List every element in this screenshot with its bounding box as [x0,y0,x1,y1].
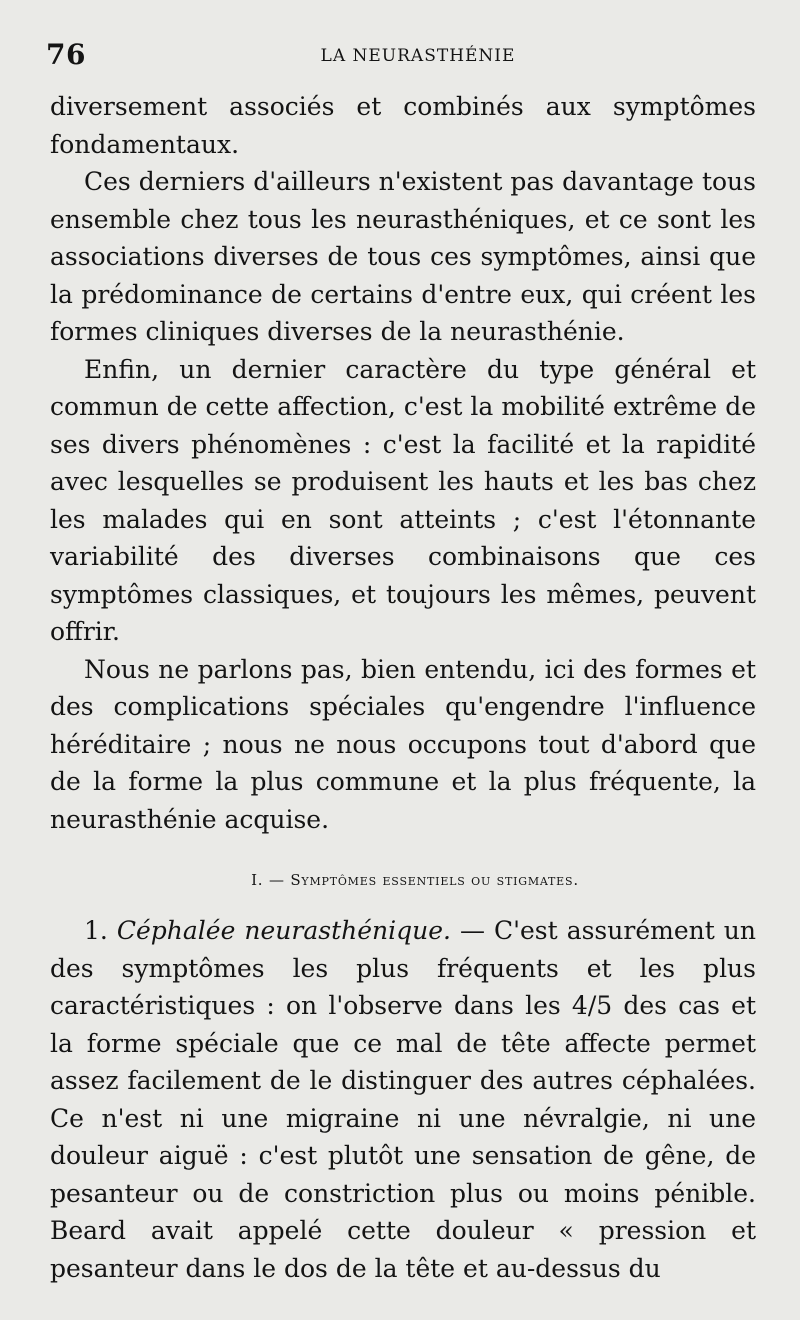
subsection-title: Céphalée neurasthénique. [116,916,451,945]
paragraph: Enfin, un dernier caractère du type général et commun de cette affection, c'est la mobilité extrême de ses divers phénomènes : c'est la facilité et la rapidité avec lesquelles se produisent les hauts et les bas chez les malades qui en sont atteints ; c'est l'étonnante variabilité des diverses combinaisons que ces symptômes classiques, et toujours les mêmes, peuvent offrir. [50,354,756,646]
paragraph-continuation: diversement associés et combinés aux symptômes fondamentaux. [50,92,756,159]
subsection-number: 1. [84,916,108,945]
paragraph: Nous ne parlons pas, bien entendu, ici des formes et des complications spéciales qu'engendre l'influence héréditaire ; nous ne nous occupons tout d'abord que de la forme la plus commune et la plus fréquente, la neurasthénie acquise. [50,654,756,834]
section-heading [50,868,756,892]
section-title: Symptômes essentiels ou stigmates. [290,871,579,889]
subsection-paragraph [50,912,756,1287]
subsection-text: — C'est assurément un des symptômes les plus fréquents et les plus caractéristiques : on l'observe dans les 4/5 des cas et la forme spéciale que ce mal de tête affecte permet assez facilement de le distinguer des autres céphalées. Ce n'est ni une migraine ni une névralgie, ni une douleur aiguë : c'est plutôt une sensation de gêne, de pesanteur ou de constriction plus ou moins pénible. Beard avait appelé cette douleur « pression et pesanteur dans le dos de la tête et au-dessus du [50,916,756,1283]
body-text [50,88,756,1287]
section-number: I. — [251,871,285,889]
page-number: 76 [46,38,86,71]
running-title: LA NEURASTHÉNIE [320,46,516,66]
paragraph: Ces derniers d'ailleurs n'existent pas davantage tous ensemble chez tous les neurasthéniques, et ce sont les associations diverses de tous ces symptômes, ainsi que la prédominance de certains d'entre eux, qui créent les formes cliniques diverses de la neurasthénie. [50,167,756,346]
page-header [46,38,760,78]
